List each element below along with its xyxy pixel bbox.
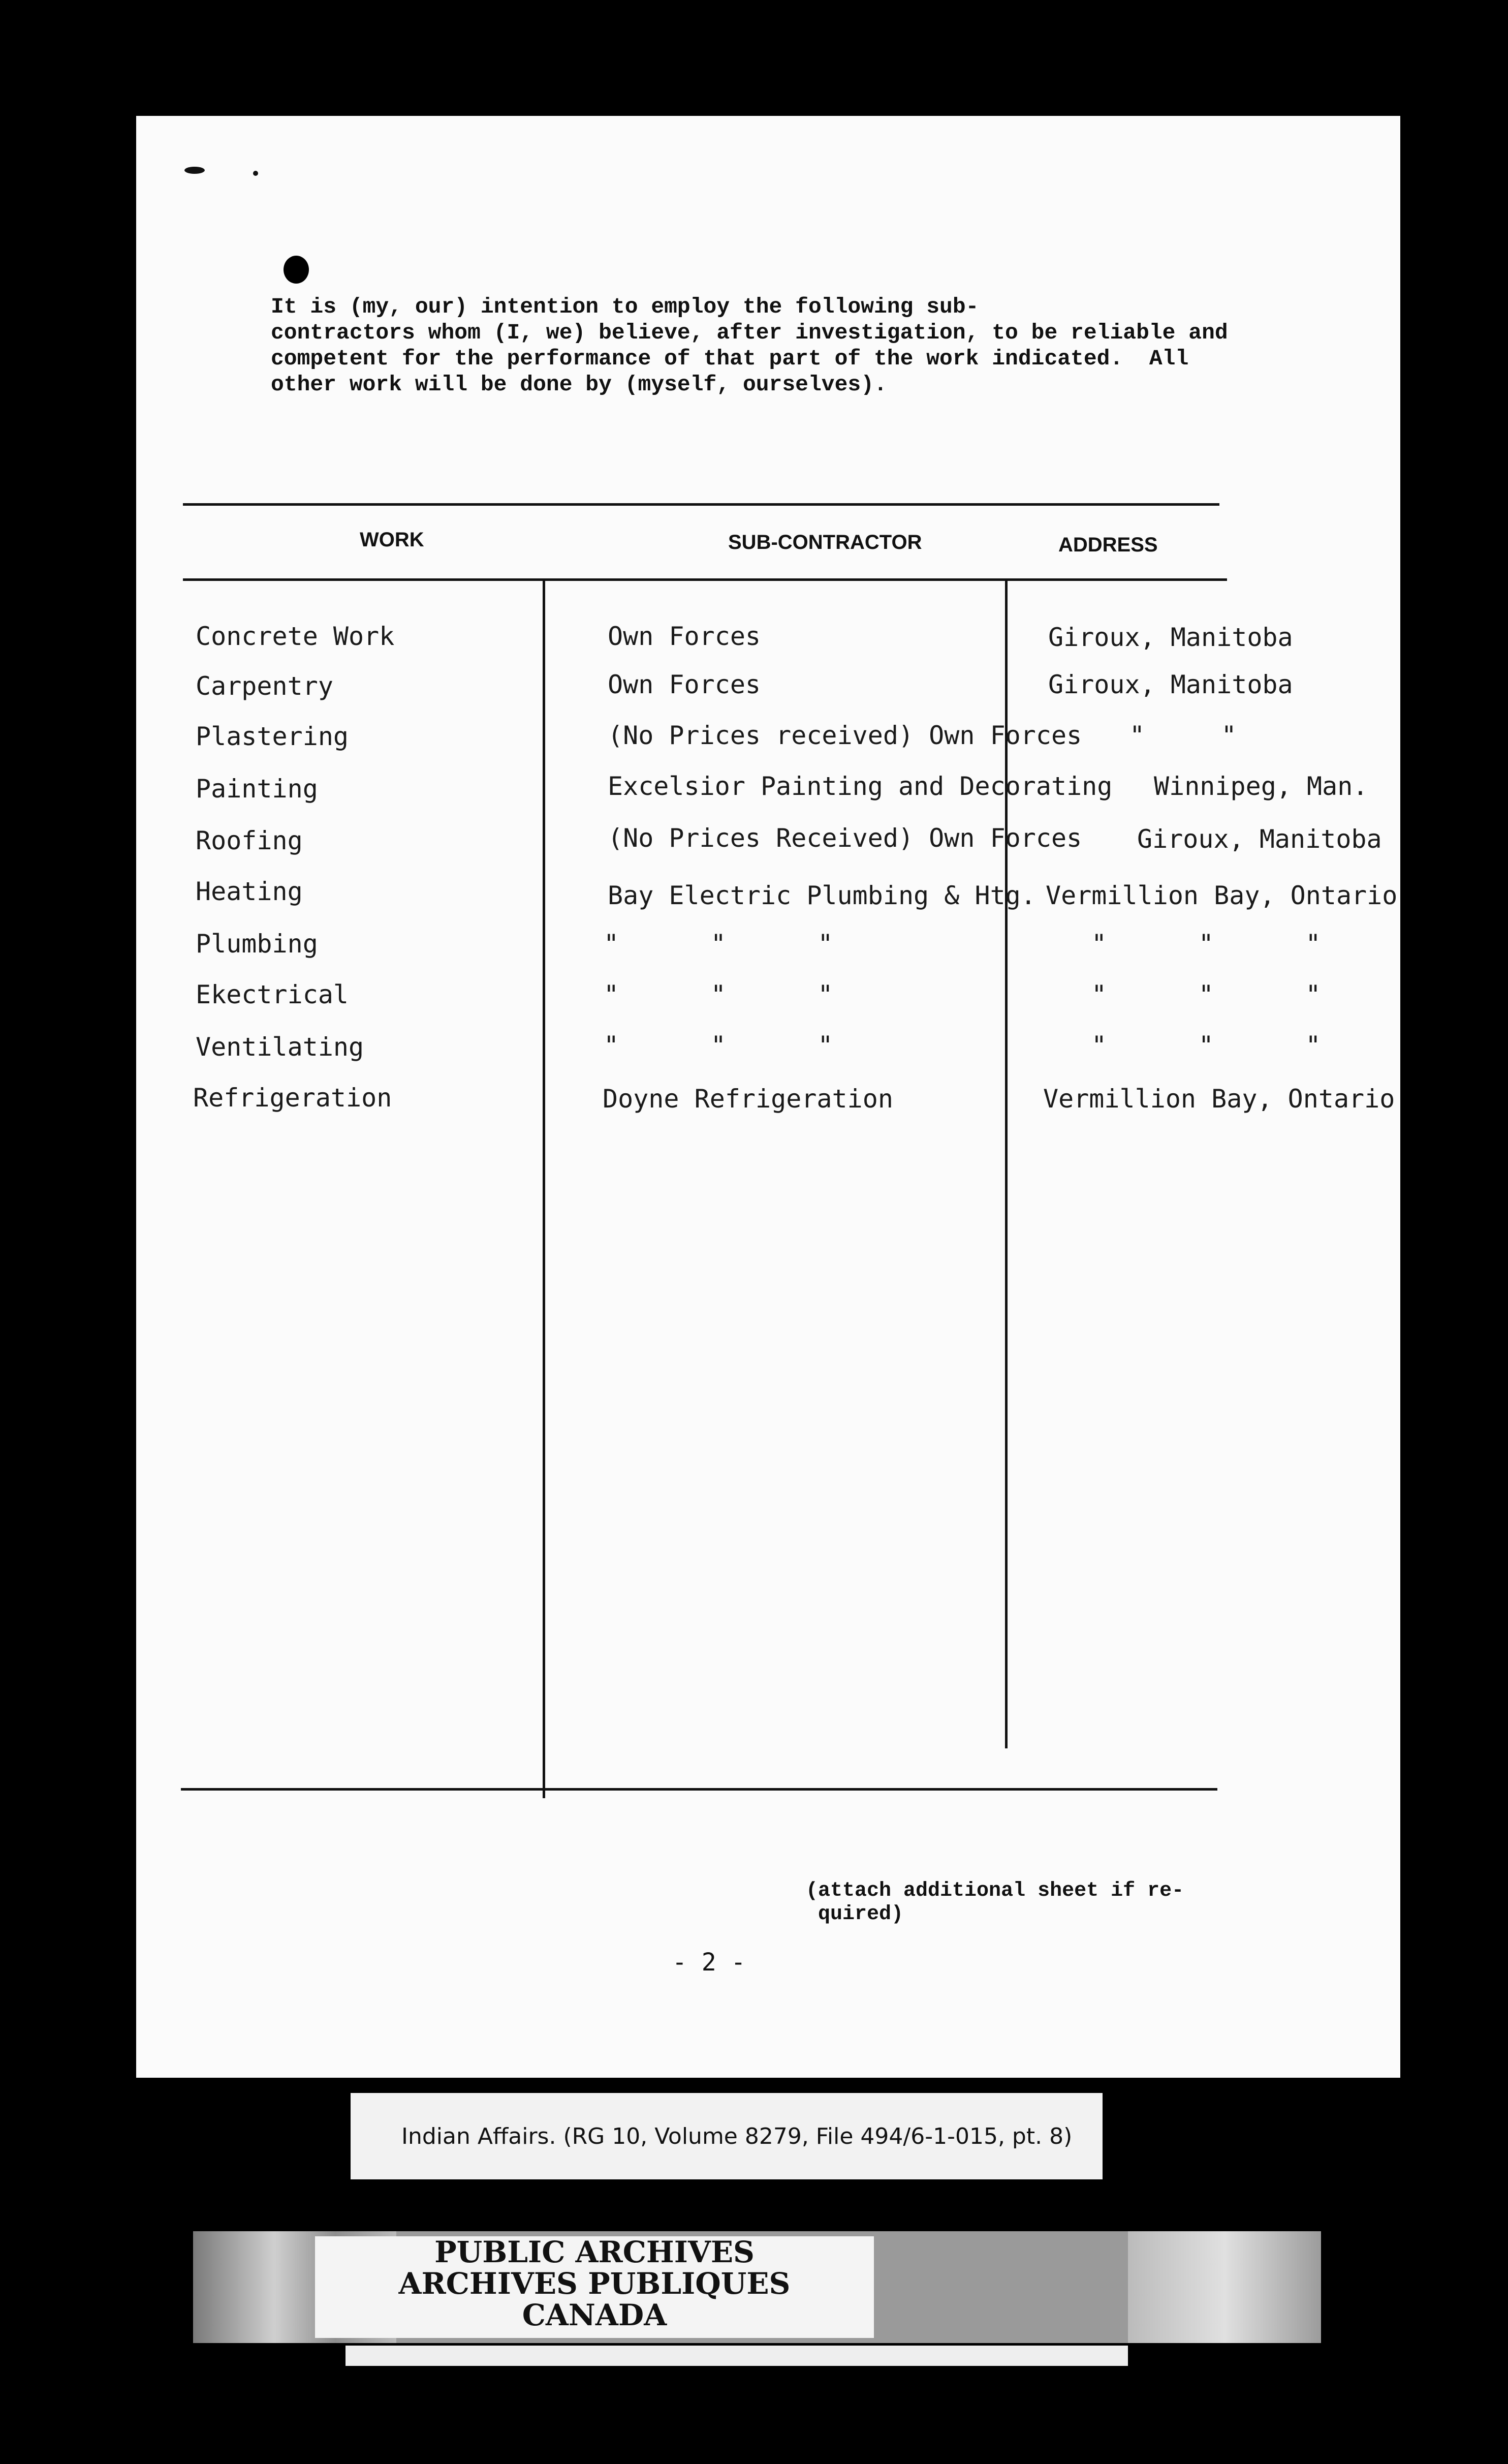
- row-work: Heating: [196, 877, 303, 906]
- row-work: Plastering: [196, 722, 349, 751]
- attach-note: (attach additional sheet if re- quired): [806, 1880, 1184, 1926]
- strip-right-edge: [1128, 2231, 1321, 2343]
- row-address: Vermillion Bay, Ontario: [1046, 881, 1398, 910]
- ink-speck: [184, 167, 205, 174]
- stamp-line-1: PUBLIC ARCHIVES: [434, 2235, 755, 2269]
- header-bottom-rule: [183, 578, 1227, 581]
- header-address: ADDRESS: [1058, 534, 1158, 556]
- row-subcontractor: Excelsior Painting and Decorating: [608, 772, 1113, 801]
- stamp-line-3: CANADA: [522, 2298, 667, 2332]
- row-address: " ": [1129, 721, 1237, 750]
- row-subcontractor: Own Forces: [608, 670, 761, 699]
- row-subcontractor: " " ": [604, 929, 833, 959]
- row-address: " " ": [1091, 929, 1321, 959]
- table-top-rule: [183, 503, 1219, 506]
- row-work: Concrete Work: [196, 622, 395, 651]
- page-number: - 2 -: [672, 1948, 746, 1977]
- table-bottom-rule: [181, 1788, 1217, 1791]
- stamp-line-2: ARCHIVES PUBLIQUES: [398, 2266, 791, 2301]
- row-subcontractor: " " ": [604, 980, 833, 1009]
- row-subcontractor: (No Prices received) Own Forces: [608, 721, 1082, 750]
- row-work: Ventilating: [196, 1032, 364, 1062]
- row-address: " " ": [1091, 980, 1321, 1009]
- document-page: [136, 116, 1400, 2078]
- row-address: Vermillion Bay, Ontario: [1043, 1084, 1395, 1114]
- header-work: WORK: [360, 529, 424, 551]
- intro-paragraph: It is (my, our) intention to employ the following sub- contractors whom (I, we) believe, after investigation, to be reliable and competent for the performance of that part of the work indicated. All other work will be done by (myself, ourselves).: [271, 294, 1228, 397]
- row-work: Carpentry: [196, 671, 333, 701]
- row-address: Giroux, Manitoba: [1137, 824, 1382, 854]
- row-work: Roofing: [196, 826, 303, 855]
- ink-speck: [253, 171, 258, 176]
- row-work: Refrigeration: [193, 1083, 392, 1113]
- row-subcontractor: " " ": [604, 1031, 833, 1060]
- bottom-strip: [345, 2346, 1128, 2366]
- row-address: " " ": [1091, 1031, 1321, 1060]
- header-subcontractor: SUB-CONTRACTOR: [728, 531, 922, 553]
- row-subcontractor: Bay Electric Plumbing & Htg.: [608, 881, 1036, 910]
- row-work: Ekectrical: [196, 980, 349, 1009]
- row-work: Painting: [196, 774, 318, 804]
- column-divider-1: [543, 581, 545, 1798]
- column-divider-2: [1005, 579, 1008, 1748]
- row-subcontractor: Own Forces: [608, 622, 761, 651]
- row-work: Plumbing: [196, 929, 318, 959]
- row-subcontractor: Doyne Refrigeration: [603, 1084, 893, 1114]
- archive-reference-text: Indian Affairs. (RG 10, Volume 8279, File 494/6-1-015, pt. 8): [401, 2123, 1073, 2149]
- row-address: Giroux, Manitoba: [1048, 623, 1293, 652]
- row-address: Winnipeg, Man.: [1154, 772, 1368, 801]
- row-address: Giroux, Manitoba: [1048, 670, 1293, 699]
- archives-stamp: [315, 2236, 874, 2338]
- archive-reference-label: [351, 2093, 1103, 2179]
- row-subcontractor: (No Prices Received) Own Forces: [608, 823, 1082, 853]
- punch-hole: [284, 256, 309, 284]
